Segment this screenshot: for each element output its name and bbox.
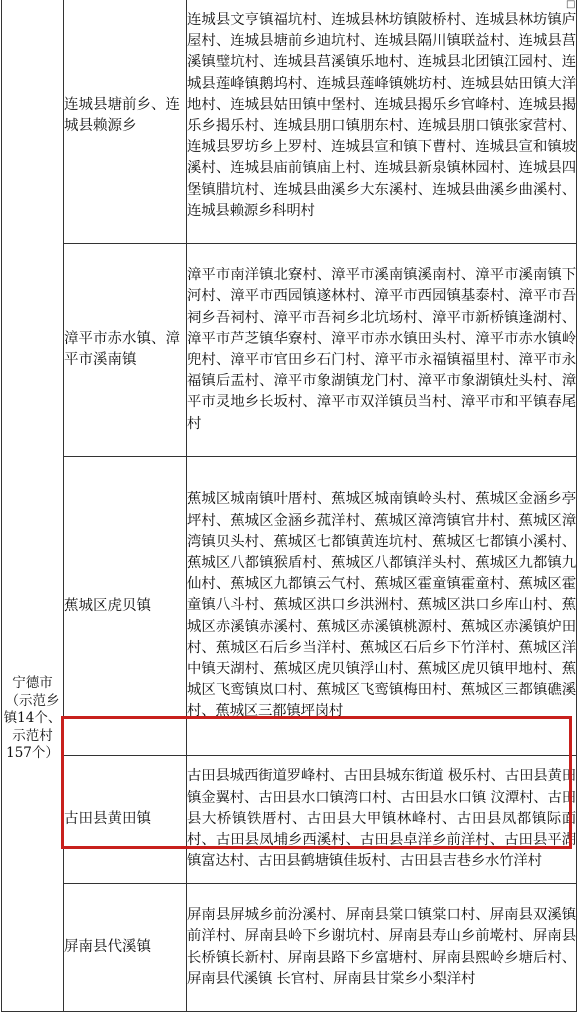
city-cell: [2, 0, 64, 1012]
town-cell: 古田县黄田镇: [64, 756, 187, 884]
villages-cell: 蕉城区城南镇叶厝村、蕉城区城南镇岭头村、蕉城区金涵乡亭坪村、蕉城区金涵乡菰洋村、蕉城区漳湾镇官井村、蕉城区漳湾镇贝头村、蕉城区七都镇黄连坑村、蕉城区七都镇小溪村、蕉城区八都镇猴盾村、蕉城区八都镇洋头村、蕉城区九都镇九仙村、蕉城区九都镇云气村、蕉城区霍童镇霍童村、蕉城区霍童镇八斗村、蕉城区洪口乡洪洲村、蕉城区洪口乡库山村、蕉城区赤溪镇赤溪村、蕉城区赤溪镇桃源村、蕉城区赤溪镇炉田村、蕉城区石后乡当洋村、蕉城区石后乡下竹洋村、蕉城区洋中镇天湖村、蕉城区虎贝镇浮山村、蕉城区虎贝镇甲地村、蕉城区飞鸾镇岚口村、蕉城区飞鸾镇梅田村、蕉城区三都镇礁溪村、蕉城区三都镇坪岗村: [187, 457, 577, 756]
table-row: [2, 0, 577, 244]
village-table: [1, 0, 577, 1012]
table-row-highlighted: [2, 756, 577, 884]
villages-cell: 古田县城西街道罗峰村、古田县城东街道 极乐村、古田县黄田镇金翼村、古田县水口镇湾口村、古田县水口镇 汶潭村、古田县大桥镇铁厝村、古田县大甲镇林峰村、古田县凤都镇际面村、古田县凤埔乡西溪村、古田县卓洋乡前洋村、古田县平湖镇富达村、古田县鹤塘镇佳坂村、古田县吉巷乡水竹洋村: [187, 756, 577, 884]
villages-cell: 连城县文亨镇福坑村、连城县林坊镇陂桥村、连城县林坊镇庐屋村、连城县塘前乡迪坑村、连城县隔川镇联益村、连城县莒溪镇璧坑村、连城县莒溪镇乐地村、连城县北团镇江园村、连城县莲峰镇鹅坞村、连城县莲峰镇姚坊村、连城县姑田镇大洋地村、连城县姑田镇中堡村、连城县揭乐乡官峰村、连城县揭乐乡揭乐村、连城县朋口镇朋东村、连城县朋口镇张家营村、连城县罗坊乡上罗村、连城县宣和镇下曹村、连城县宣和镇坡溪村、连城县庙前镇庙上村、连城县新泉镇林园村、连城县四堡镇腊坑村、连城县曲溪乡大东溪村、连城县曲溪乡曲溪村、连城县赖源乡科明村: [187, 0, 577, 244]
town-cell: 漳平市赤水镇、漳平市溪南镇: [64, 244, 187, 457]
town-cell: 连城县塘前乡、连城县赖源乡: [64, 0, 187, 244]
town-cell: 蕉城区虎贝镇: [64, 457, 187, 756]
table-row: [2, 884, 577, 1012]
corner-mark: □: [566, 0, 576, 10]
table-row: [2, 244, 577, 457]
town-cell: 屏南县代溪镇: [64, 884, 187, 1012]
table-row: [2, 457, 577, 756]
villages-cell: 屏南县屏城乡前汾溪村、屏南县棠口镇棠口村、屏南县双溪镇前洋村、屏南县岭下乡谢坑村、屏南县寿山乡前墘村、屏南县长桥镇长新村、屏南县路下乡富塘村、屏南县熙岭乡塘后村、屏南县代溪镇 长官村、屏南县甘棠乡小梨洋村: [187, 884, 577, 1012]
villages-cell: 漳平市南洋镇北寮村、漳平市溪南镇溪南村、漳平市溪南镇下河村、漳平市西园镇遂林村、漳平市西园镇基泰村、漳平市吾祠乡吾祠村、漳平市吾祠乡北坑场村、漳平市新桥镇逢湖村、漳平市芦芝镇华寮村、漳平市赤水镇田头村、漳平市赤水镇岭兜村、漳平市官田乡石门村、漳平市永福镇福里村、漳平市永福镇后盂村、漳平市象湖镇龙门村、漳平市象湖镇灶头村、漳平市灵地乡长坂村、漳平市双洋镇员当村、漳平市和平镇春尾村: [187, 244, 577, 457]
city-label: 宁德市（示范乡镇14个、示范村157个）: [3, 675, 62, 762]
